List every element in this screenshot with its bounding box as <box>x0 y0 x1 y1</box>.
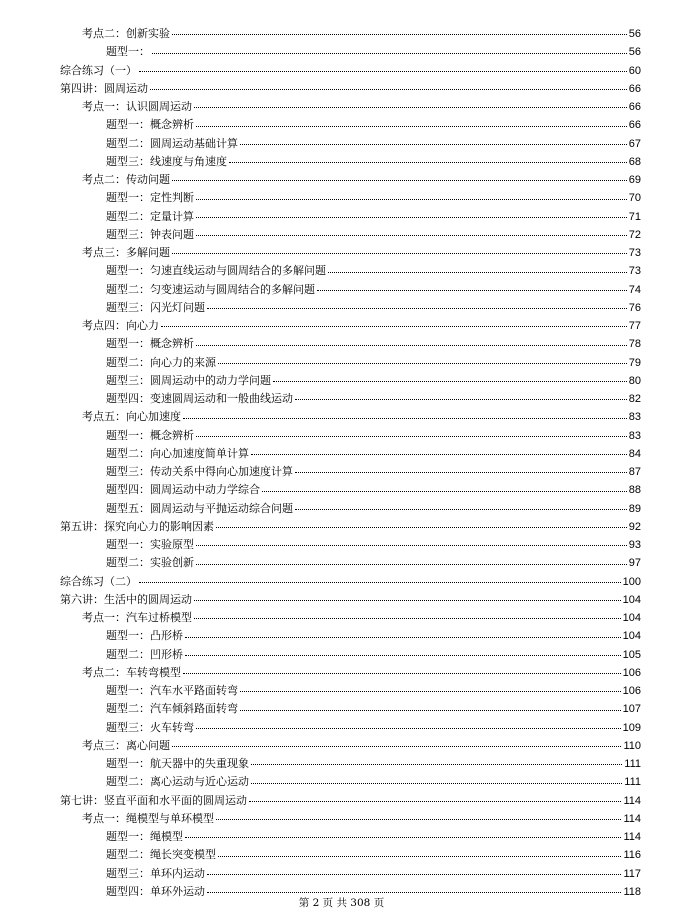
toc-entry[interactable] <box>0 792 683 810</box>
toc-entry-page: 111 <box>624 776 641 789</box>
toc-entry-page: 87 <box>628 466 641 478</box>
toc-entry-title: 综合练习（二） <box>60 574 137 588</box>
toc-entry-page: 107 <box>622 703 641 716</box>
dot-leader <box>240 690 621 692</box>
dot-leader <box>194 106 627 108</box>
toc-entry-page: 104 <box>622 593 641 606</box>
toc-entry[interactable] <box>0 846 683 864</box>
toc-entry-page: 93 <box>628 539 641 551</box>
dot-leader <box>328 271 627 273</box>
toc-entry[interactable] <box>0 591 683 609</box>
toc-entry-page: 100 <box>622 575 641 588</box>
toc-entry-title: 题型三：传动关系中得向心加速度计算 <box>106 465 293 478</box>
toc-entry-title: 考点三：多解问题 <box>82 246 170 259</box>
toc-entry-title: 综合练习（一） <box>60 63 137 77</box>
toc-entry[interactable] <box>0 810 683 828</box>
toc-entry-title: 题型二：凹形桥 <box>106 647 183 661</box>
dot-leader <box>194 617 621 619</box>
toc-entry-title: 题型一：概念辨析 <box>106 118 194 132</box>
toc-entry-page: 67 <box>628 137 641 150</box>
toc-entry[interactable] <box>0 281 683 299</box>
toc-entry-page: 73 <box>628 265 641 278</box>
toc-entry[interactable] <box>0 609 683 627</box>
toc-entry[interactable] <box>0 536 683 554</box>
toc-entry-page: 110 <box>623 739 641 752</box>
toc-entry[interactable] <box>0 481 683 499</box>
dot-leader <box>183 672 621 674</box>
toc-entry[interactable] <box>0 408 683 426</box>
toc-entry[interactable] <box>0 226 683 244</box>
toc-entry[interactable] <box>0 390 683 408</box>
toc-entry-page: 111 <box>624 758 641 770</box>
toc-entry[interactable] <box>0 700 683 718</box>
toc-entry-title: 考点二：车转弯模型 <box>82 665 181 679</box>
toc-entry-title: 题型一：绳模型 <box>106 830 183 843</box>
toc-entry-title: 题型三：单环内运动 <box>106 866 205 880</box>
toc-entry[interactable] <box>0 153 683 171</box>
toc-entry-page: 83 <box>628 429 641 442</box>
toc-entry-title: 考点三：离心问题 <box>82 738 170 752</box>
dot-leader <box>295 508 627 510</box>
toc-entry[interactable] <box>0 116 683 134</box>
dot-leader <box>240 143 627 145</box>
toc-entry-page: 114 <box>623 794 641 807</box>
dot-leader <box>185 654 621 656</box>
toc-entry[interactable] <box>0 445 683 463</box>
dot-leader <box>196 344 627 346</box>
dot-leader <box>196 216 627 218</box>
toc-entry-title: 题型三：钟表问题 <box>106 227 194 241</box>
toc-entry-title: 题型五：圆周运动与平抛运动综合问题 <box>106 501 293 515</box>
toc-entry-title: 题型二：汽车倾斜路面转弯 <box>106 702 238 716</box>
dot-leader <box>172 33 627 35</box>
toc-entry-title: 第七讲：竖直平面和水平面的圆周运动 <box>60 793 247 807</box>
toc-entry-title: 考点一：认识圆周运动 <box>82 100 192 113</box>
dot-leader <box>196 125 627 127</box>
dot-leader <box>207 307 627 309</box>
toc-entry-title: 题型一：匀速直线运动与圆周结合的多解问题 <box>106 264 326 278</box>
toc-entry-page: 56 <box>628 46 641 59</box>
toc-entry-page: 106 <box>622 685 641 697</box>
toc-entry[interactable] <box>0 244 683 262</box>
toc-entry[interactable] <box>0 299 683 317</box>
toc-entry-page: 60 <box>628 64 641 77</box>
dot-leader <box>172 745 621 747</box>
dot-leader <box>194 599 621 601</box>
toc-entry-page: 106 <box>622 666 641 679</box>
toc-entry[interactable] <box>0 43 683 61</box>
dot-leader <box>196 563 627 565</box>
dot-leader <box>172 252 627 254</box>
toc-entry[interactable] <box>0 262 683 280</box>
toc-entry[interactable] <box>0 98 683 116</box>
dot-leader <box>251 782 622 784</box>
toc-entry-page: 78 <box>628 338 641 351</box>
toc-entry-page: 77 <box>628 320 641 332</box>
toc-entry-page: 105 <box>622 648 641 661</box>
toc-entry[interactable] <box>0 189 683 207</box>
toc-entry[interactable] <box>0 80 683 98</box>
toc-entry-title: 题型二：离心运动与近心运动 <box>106 775 249 789</box>
toc-entry-page: 116 <box>623 849 641 862</box>
dot-leader <box>196 727 621 729</box>
toc-entry-page: 80 <box>628 374 641 387</box>
dot-leader <box>216 818 621 820</box>
toc-entry-page: 73 <box>628 247 641 259</box>
toc-entry-title: 考点四：向心力 <box>82 319 159 332</box>
toc-entry[interactable] <box>0 828 683 846</box>
page-footer: 第 2 页 共 308 页 <box>298 897 385 909</box>
dot-leader <box>152 52 627 54</box>
dot-leader <box>295 471 627 473</box>
toc-entry-page: 109 <box>622 721 641 734</box>
toc-entry[interactable] <box>0 25 683 43</box>
dot-leader <box>218 855 621 857</box>
dot-leader <box>196 435 627 437</box>
toc-entry-page: 72 <box>628 228 641 241</box>
toc-entry-page: 104 <box>622 612 641 624</box>
toc-entry-title: 题型四：单环外运动 <box>106 884 205 898</box>
dot-leader <box>185 836 621 838</box>
toc-entry[interactable] <box>0 865 683 883</box>
toc-entry-page: 66 <box>628 101 641 113</box>
toc-entry-title: 考点二：传动问题 <box>82 173 170 186</box>
toc-entry-title: 考点一：汽车过桥模型 <box>82 611 192 624</box>
dot-leader <box>161 325 627 327</box>
toc-entry-page: 117 <box>623 867 641 880</box>
toc-entry[interactable] <box>0 335 683 353</box>
toc-entry-title: 题型一：汽车水平路面转弯 <box>106 684 238 697</box>
toc-entry-title: 题型三：圆周运动中的动力学问题 <box>106 373 271 387</box>
toc-entry-title: 第六讲：生活中的圆周运动 <box>60 592 192 606</box>
toc-entry[interactable] <box>0 372 683 390</box>
toc-entry-title: 题型一：实验原型 <box>106 538 194 551</box>
toc-entry-page: 84 <box>628 447 641 460</box>
toc-entry-page: 118 <box>623 885 641 898</box>
toc-entry[interactable] <box>0 354 683 372</box>
table-of-contents <box>0 25 683 901</box>
dot-leader <box>150 88 627 90</box>
toc-entry-title: 题型一： <box>106 45 150 59</box>
toc-entry-title: 题型二：匀变速运动与圆周结合的多解问题 <box>106 282 315 296</box>
toc-entry-title: 题型二：向心力的来源 <box>106 355 216 369</box>
toc-entry[interactable] <box>0 500 683 518</box>
toc-entry-page: 66 <box>628 119 641 132</box>
toc-entry-page: 69 <box>628 174 641 186</box>
dot-leader <box>196 234 627 236</box>
dot-leader <box>207 891 621 893</box>
toc-entry-title: 题型四：变速圆周运动和一般曲线运动 <box>106 392 293 405</box>
dot-leader <box>251 453 627 455</box>
toc-entry[interactable] <box>0 719 683 737</box>
toc-entry[interactable] <box>0 646 683 664</box>
toc-entry[interactable] <box>0 208 683 226</box>
toc-entry[interactable] <box>0 554 683 572</box>
dot-leader <box>229 161 627 163</box>
toc-entry-page: 92 <box>628 520 641 533</box>
dot-leader <box>240 709 621 711</box>
toc-entry-page: 79 <box>628 356 641 369</box>
toc-entry-title: 题型二：定量计算 <box>106 209 194 223</box>
toc-entry-page: 82 <box>628 393 641 405</box>
toc-entry-page: 88 <box>628 484 641 497</box>
toc-entry[interactable] <box>0 317 683 335</box>
dot-leader <box>317 289 627 291</box>
toc-entry-page: 71 <box>628 210 641 223</box>
toc-entry[interactable] <box>0 518 683 536</box>
toc-entry[interactable] <box>0 627 683 645</box>
dot-leader <box>273 380 627 382</box>
toc-entry[interactable] <box>0 737 683 755</box>
dot-leader <box>139 581 621 583</box>
toc-entry[interactable] <box>0 171 683 189</box>
toc-entry-title: 题型三：火车转弯 <box>106 720 194 734</box>
dot-leader <box>251 763 622 765</box>
toc-entry-title: 题型一：概念辨析 <box>106 337 194 351</box>
toc-entry-title: 题型二：实验创新 <box>106 556 194 570</box>
toc-entry-title: 考点一：绳模型与单环模型 <box>82 811 214 825</box>
toc-entry-page: 56 <box>628 28 641 40</box>
dot-leader <box>218 362 627 364</box>
toc-entry[interactable] <box>0 62 683 80</box>
toc-entry-page: 114 <box>623 831 641 843</box>
toc-entry[interactable] <box>0 664 683 682</box>
toc-entry-page: 89 <box>628 502 641 515</box>
dot-leader <box>185 636 621 638</box>
toc-entry-page: 97 <box>628 557 641 570</box>
dot-leader <box>196 198 627 200</box>
toc-entry-page: 104 <box>622 630 641 643</box>
toc-entry[interactable] <box>0 755 683 773</box>
toc-entry-page: 66 <box>628 82 641 95</box>
dot-leader <box>172 179 627 181</box>
dot-leader <box>139 70 627 72</box>
toc-entry-title: 题型一：凸形桥 <box>106 629 183 643</box>
toc-entry[interactable] <box>0 573 683 591</box>
dot-leader <box>196 544 627 546</box>
toc-entry-title: 题型二：圆周运动基础计算 <box>106 136 238 150</box>
toc-entry[interactable] <box>0 427 683 445</box>
toc-entry-title: 题型四：圆周运动中动力学综合 <box>106 483 260 497</box>
toc-entry-page: 114 <box>623 812 641 825</box>
dot-leader <box>183 417 627 419</box>
toc-entry-title: 题型一：概念辨析 <box>106 428 194 442</box>
toc-entry-title: 题型二：向心加速度简单计算 <box>106 446 249 460</box>
toc-entry[interactable] <box>0 773 683 791</box>
toc-entry-title: 第五讲：探究向心力的影响因素 <box>60 519 214 533</box>
toc-entry-title: 题型一：定性判断 <box>106 191 194 205</box>
dot-leader <box>249 800 621 802</box>
toc-entry-title: 考点二：创新实验 <box>82 27 170 40</box>
toc-entry[interactable] <box>0 682 683 700</box>
toc-entry-title: 题型二：绳长突变模型 <box>106 848 216 862</box>
dot-leader <box>295 398 627 400</box>
dot-leader <box>262 490 627 492</box>
toc-entry-page: 70 <box>628 192 641 205</box>
dot-leader <box>216 526 627 528</box>
toc-entry-page: 68 <box>628 155 641 168</box>
toc-entry-title: 题型三：线速度与角速度 <box>106 154 227 168</box>
toc-entry-title: 第四讲：圆周运动 <box>60 81 148 95</box>
dot-leader <box>207 873 621 875</box>
toc-entry-title: 题型一：航天器中的失重现象 <box>106 757 249 770</box>
toc-entry[interactable] <box>0 463 683 481</box>
toc-entry-title: 考点五：向心加速度 <box>82 410 181 424</box>
toc-entry-page: 74 <box>628 283 641 296</box>
toc-entry-title: 题型三：闪光灯问题 <box>106 300 205 314</box>
toc-entry-page: 76 <box>628 301 641 314</box>
toc-entry-page: 83 <box>628 411 641 424</box>
toc-entry[interactable] <box>0 135 683 153</box>
